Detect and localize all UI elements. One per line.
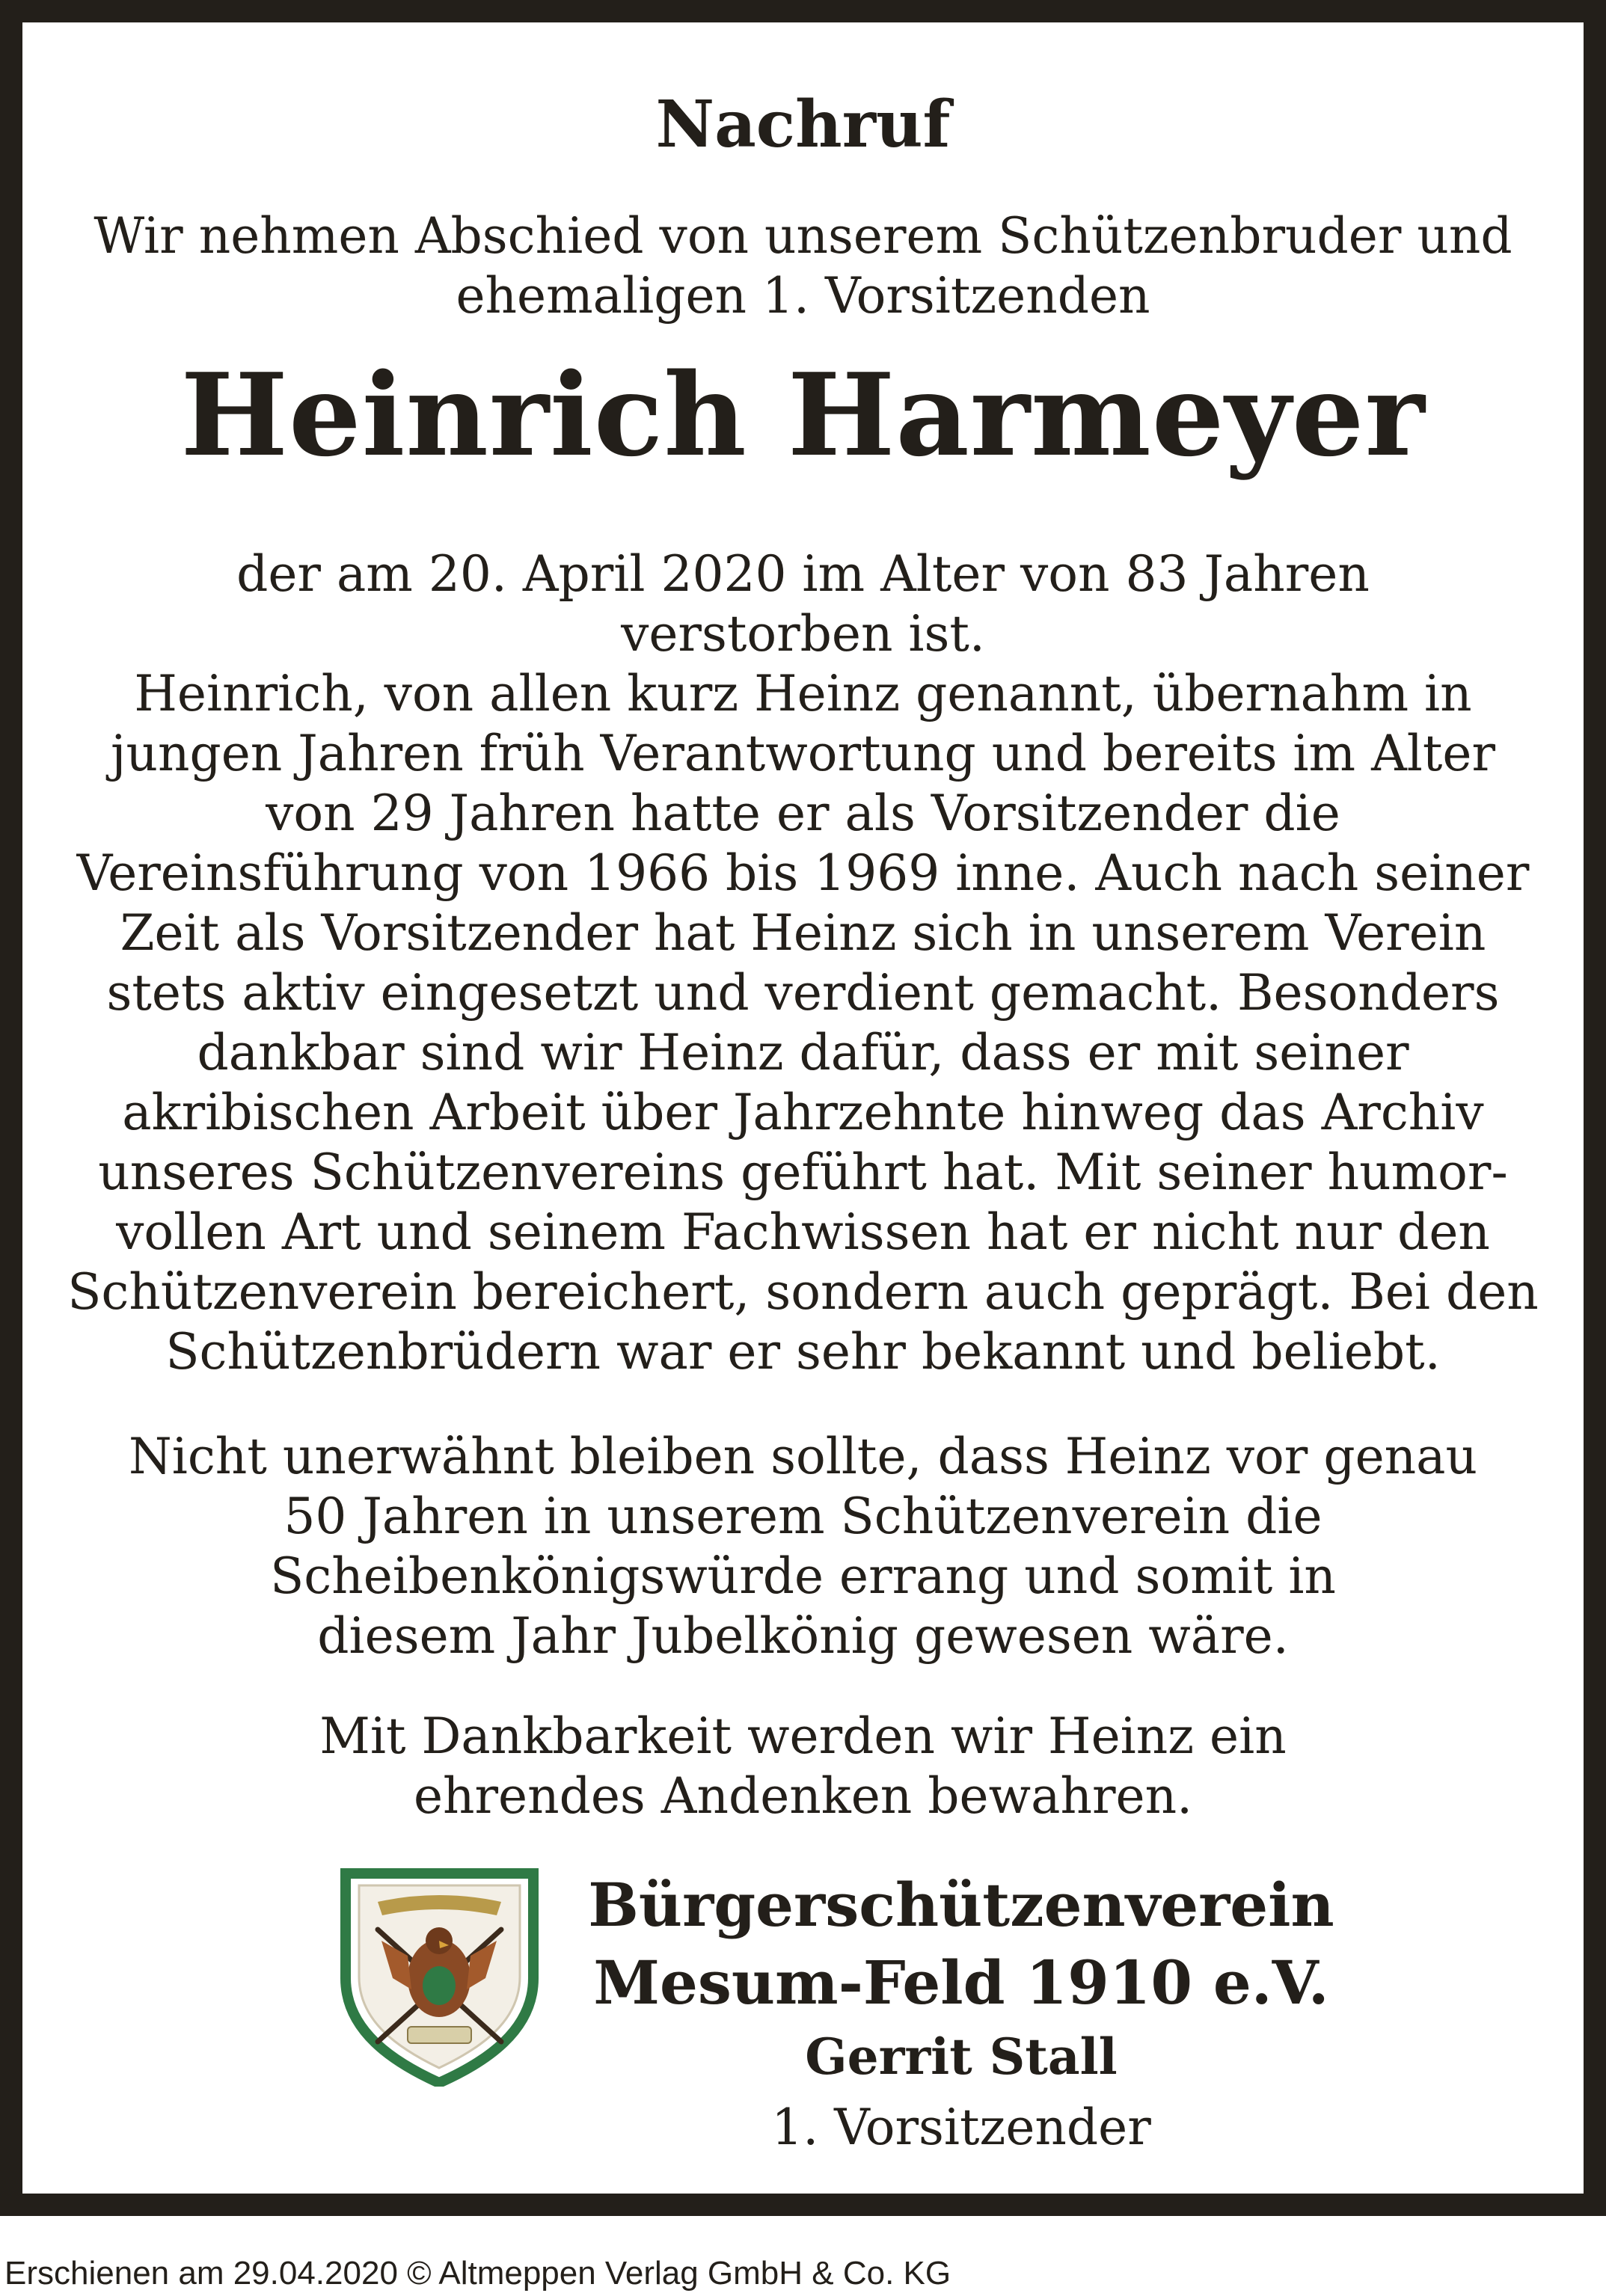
text-line: akribischen Arbeit über Jahrzehnte hinweg das Archiv bbox=[122, 1084, 1484, 1141]
text-line: unseres Schützenvereins geführt hat. Mit seiner humor- bbox=[98, 1144, 1508, 1201]
club-name-line: Mesum-Feld 1910 e.V. bbox=[593, 1947, 1329, 2018]
text-line: Nicht unerwähnt bleiben sollte, dass Heinz vor genau bbox=[128, 1428, 1477, 1485]
text-line: 50 Jahren in unserem Schützenverein die bbox=[283, 1488, 1323, 1545]
club-name-line: Bürgerschützenverein bbox=[588, 1870, 1334, 1940]
text-line: verstorben ist. bbox=[621, 605, 985, 663]
text-line: Scheibenkönigswürde errang und somit in bbox=[270, 1547, 1336, 1605]
intro-line: ehemaligen 1. Vorsitzenden bbox=[456, 267, 1150, 325]
text-line: diesem Jahr Jubelkönig gewesen wäre. bbox=[317, 1607, 1289, 1665]
paragraph-jubilee bbox=[60, 1427, 1546, 1666]
text-line: Schützenbrüdern war er sehr bekannt und beliebt. bbox=[165, 1323, 1441, 1381]
notice-intro bbox=[22, 206, 1584, 326]
paragraph-biography bbox=[60, 544, 1546, 1382]
text-line: Schützenverein bereichert, sondern auch geprägt. Bei den bbox=[67, 1263, 1539, 1321]
text-line: stets aktiv eingesetzt und verdient gemacht. Besonders bbox=[106, 964, 1500, 1022]
text-line: ehrendes Andenken bewahren. bbox=[413, 1767, 1193, 1825]
text-line: jungen Jahren früh Verantwortung und bereits im Alter bbox=[111, 725, 1495, 782]
text-line: Zeit als Vorsitzender hat Heinz sich in unserem Verein bbox=[120, 904, 1486, 962]
deceased-name: Heinrich Harmeyer bbox=[180, 348, 1426, 482]
club-crest-shield-icon bbox=[337, 1866, 542, 2087]
intro-line: Wir nehmen Abschied von unserem Schützenbruder und bbox=[94, 207, 1512, 265]
notice-title: Nachruf bbox=[655, 87, 951, 162]
text-line: dankbar sind wir Heinz dafür, dass er mit seiner bbox=[197, 1024, 1409, 1081]
text-line: der am 20. April 2020 im Alter von 83 Jahren bbox=[236, 545, 1370, 603]
signer-role: 1. Vorsitzender bbox=[771, 2099, 1151, 2156]
text-line: von 29 Jahren hatte er als Vorsitzender die bbox=[266, 785, 1340, 842]
publication-footer: Erschienen am 29.04.2020 © Altmeppen Verlag GmbH & Co. KG bbox=[4, 2255, 951, 2292]
paragraph-gratitude bbox=[60, 1707, 1546, 1826]
signer-name: Gerrit Stall bbox=[805, 2028, 1118, 2086]
text-line: Heinrich, von allen kurz Heinz genannt, übernahm in bbox=[134, 665, 1472, 722]
text-line: Vereinsführung von 1966 bis 1969 inne. Auch nach seiner bbox=[76, 844, 1530, 902]
club-name bbox=[587, 1866, 1335, 2022]
text-line: vollen Art und seinem Fachwissen hat er nicht nur den bbox=[116, 1203, 1490, 1261]
text-line: Mit Dankbarkeit werden wir Heinz ein bbox=[319, 1707, 1287, 1765]
